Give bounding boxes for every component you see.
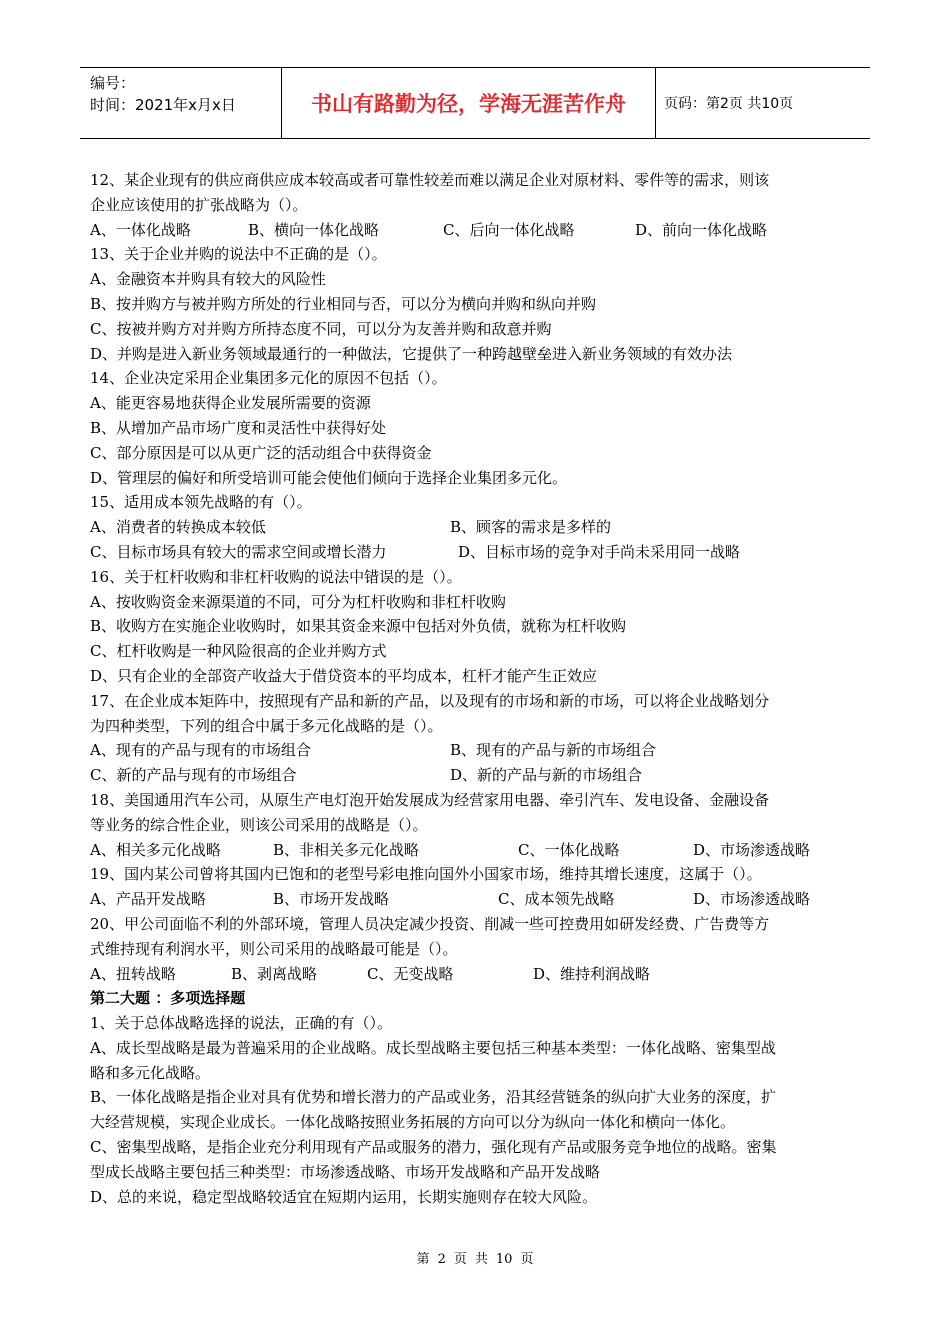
option-c: C、密集型战略，是指企业充分利用现有产品或服务的潜力，强化现有产品或服务竞争地位的战略。密集 [90, 1138, 777, 1157]
question-12-options [90, 218, 854, 243]
option-a: A、金融资本并购具有较大的风险性 [90, 270, 326, 289]
option-c: C、按被并购方对并购方所持态度不同，可以分为友善并购和敌意并购 [90, 319, 552, 338]
option-a: A、一体化战略 [90, 220, 191, 239]
header-meta [80, 68, 282, 138]
document-body [90, 168, 854, 1209]
question-15-text: 15、适用成本领先战略的有（）。 [90, 493, 312, 512]
option-b: B、收购方在实施企业收购时，如果其资金来源中包括对外负债，就称为杠杆收购 [90, 617, 627, 636]
option-a: A、按收购资金来源渠道的不同，可分为杠杆收购和非杠杆收购 [90, 592, 506, 611]
footer-gong: 共 [474, 1252, 488, 1267]
option-d: D、目标市场的竞争对手尚未采用同一战略 [458, 542, 741, 561]
option-c: C、无变战略 [367, 964, 454, 983]
question-17-text-cont: 为四种类型，下列的组合中属于多元化战略的是（）。 [90, 716, 443, 735]
question-20-text-cont: 式维持现有利润水平，则公司采用的战略最可能是（）。 [90, 939, 458, 958]
footer-page-number: 2 [437, 1252, 446, 1267]
question-19-text: 19、国内某公司曾将其国内已饱和的老型号彩电推向国外小国家市场，维持其增长速度，这属于（）。 [90, 865, 762, 884]
option-a: A、能更容易地获得企业发展所需要的资源 [90, 394, 371, 413]
option-b: B、从增加产品市场广度和灵活性中获得好处 [90, 418, 387, 437]
option-d: D、并购是进入新业务领域最通行的一种做法，它提供了一种跨越壁垒进入新业务领域的有效办法 [90, 344, 733, 363]
header-bianhao: 编号： [90, 74, 136, 92]
question-17-text: 17、在企业成本矩阵中，按照现有产品和新的产品，以及现有的市场和新的市场，可以将企业战略划分 [90, 691, 770, 710]
option-d: D、市场渗透战略 [693, 890, 811, 909]
question-13-text: 13、关于企业并购的说法中不正确的是（）。 [90, 245, 387, 264]
question-18-text: 18、美国通用汽车公司，从原生产电灯泡开始发展成为经营家用电器、牵引汽车、发电设备、金融设备 [90, 790, 770, 809]
section-heading: 第二大题 ：多项选择题 [90, 989, 246, 1008]
question-12-text-cont: 企业应该使用的扩张战略为（）。 [90, 195, 308, 214]
option-c-cont: 型成长战略主要包括三种类型：市场渗透战略、市场开发战略和产品开发战略 [90, 1162, 601, 1181]
option-d: D、前向一体化战略 [635, 220, 768, 239]
footer-ye: 页 [453, 1252, 467, 1267]
option-b: B、顾客的需求是多样的 [450, 518, 612, 537]
page-footer [0, 1248, 950, 1267]
option-d: D、只有企业的全部资产收益大于借贷资本的平均成本，杠杆才能产生正效应 [90, 666, 598, 685]
option-d: D、管理层的偏好和所受培训可能会使他们倾向于选择企业集团多元化。 [90, 468, 568, 487]
question-16-text: 16、关于杠杆收购和非杠杆收购的说法中错误的是（）。 [90, 567, 462, 586]
option-b: B、一体化战略是指企业对具有优势和增长潜力的产品或业务，沿其经营链条的纵向扩大业务的深度，扩 [90, 1088, 777, 1107]
option-b-cont: 大经营规模，实现企业成长。一体化战略按照业务拓展的方向可以分为纵向一体化和横向一体化。 [90, 1113, 736, 1132]
multi-question-1-text: 1、关于总体战略选择的说法，正确的有（）。 [90, 1014, 393, 1033]
option-d: D、市场渗透战略 [693, 840, 811, 859]
question-17-options-cd [90, 763, 854, 788]
header-time: 时间：2021年x月x日 [90, 96, 236, 114]
question-12-text: 12、某企业现有的供应商供应成本较高或者可靠性较差而难以满足企业对原材料、零件等的需求，则该 [90, 171, 770, 189]
option-b: B、按并购方与被并购方所处的行业相同与否，可以分为横向并购和纵向并购 [90, 294, 597, 313]
question-18-text-cont: 等业务的综合性企业，则该公司采用的战略是（）。 [90, 815, 428, 834]
question-15-options-cd [90, 540, 854, 565]
footer-di: 第 [416, 1252, 430, 1267]
option-c: C、一体化战略 [518, 840, 620, 859]
option-a: A、相关多元化战略 [90, 840, 221, 859]
option-d: D、维持利润战略 [533, 964, 651, 983]
option-c: C、后向一体化战略 [443, 220, 575, 239]
option-c: C、新的产品与现有的市场组合 [90, 766, 297, 785]
question-20-options [90, 962, 854, 987]
header-motto: 书山有路勤为径，学海无涯苦作舟 [282, 68, 656, 138]
question-20-text: 20、甲公司面临不利的外部环境，管理人员决定减少投资、削减一些可控费用如研发经费、广告费等方 [90, 914, 770, 933]
option-c: C、杠杆收购是一种风险很高的企业并购方式 [90, 642, 387, 661]
option-b: B、市场开发战略 [273, 890, 390, 909]
option-b: B、非相关多元化战略 [273, 840, 420, 859]
option-a: A、产品开发战略 [90, 890, 206, 909]
option-d: D、总的来说，稳定型战略较适宜在短期内运用，长期实施则存在较大风险。 [90, 1187, 598, 1206]
option-a: A、现有的产品与现有的市场组合 [90, 741, 311, 760]
option-b: B、横向一体化战略 [248, 220, 380, 239]
footer-total-pages: 10 [495, 1252, 513, 1267]
question-14-text: 14、企业决定采用企业集团多元化的原因不包括（）。 [90, 369, 447, 388]
question-18-options [90, 838, 854, 863]
question-17-options-ab [90, 738, 854, 763]
option-d: D、新的产品与新的市场组合 [450, 766, 643, 785]
option-b: B、现有的产品与新的市场组合 [450, 741, 657, 760]
question-19-options [90, 887, 854, 912]
option-c: C、成本领先战略 [498, 890, 615, 909]
option-c: C、目标市场具有较大的需求空间或增长潜力 [90, 542, 387, 561]
option-c: C、部分原因是可以从更广泛的活动组合中获得资金 [90, 443, 432, 462]
question-15-options-ab [90, 515, 854, 540]
option-a: A、消费者的转换成本较低 [90, 518, 266, 537]
page-header [80, 67, 870, 139]
option-a: A、成长型战略是最为普遍采用的企业战略。成长型战略主要包括三种基本类型：一体化战略、密集型战 [90, 1038, 776, 1057]
option-a: A、扭转战略 [90, 964, 176, 983]
option-a-cont: 略和多元化战略。 [90, 1063, 211, 1082]
header-page-info: 页码：第2页 共10页 [664, 96, 794, 112]
footer-ye-end: 页 [520, 1252, 534, 1267]
option-b: B、剥离战略 [231, 964, 318, 983]
